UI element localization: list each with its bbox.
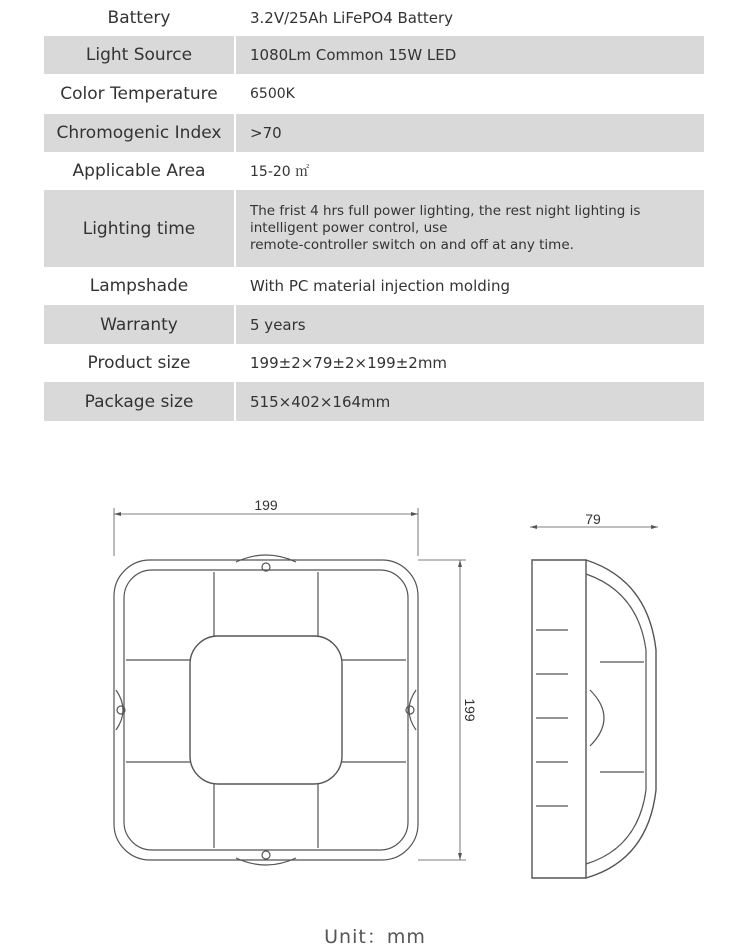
spec-value: >70	[250, 124, 282, 142]
spec-row-lighting-time	[44, 190, 704, 267]
front-height-dimension	[418, 560, 478, 860]
spec-value: 6500K	[250, 86, 295, 102]
spec-row-light-source	[44, 36, 704, 74]
spec-label: Warranty	[100, 314, 178, 335]
spec-label: Package size	[84, 391, 194, 412]
front-width-label: 199	[254, 497, 278, 513]
spec-label: Lighting time	[82, 218, 196, 239]
technical-drawing	[0, 440, 750, 910]
unit-label: Unit：mm	[324, 926, 426, 948]
spec-value-line: remote-controller switch on and off at any time.	[250, 237, 574, 253]
spec-row-package-size	[44, 382, 704, 421]
spec-row-color-temperature	[44, 74, 704, 114]
spec-label: Battery	[107, 8, 171, 28]
spec-value	[236, 190, 704, 267]
spec-value: 199±2×79±2×199±2mm	[250, 354, 448, 372]
spec-label: Applicable Area	[72, 161, 206, 181]
front-height-label: 199	[462, 698, 478, 722]
spec-row-lampshade	[44, 267, 704, 305]
side-view	[532, 560, 656, 878]
spec-label: Color Temperature	[60, 84, 218, 104]
spec-value: With PC material injection molding	[250, 277, 510, 295]
spec-value-line: intelligent power control, use	[250, 220, 448, 236]
spec-value-line: The frist 4 hrs full power lighting, the rest night lighting is	[250, 203, 641, 219]
spec-row-applicable-area	[44, 152, 704, 190]
front-width-dimension	[114, 497, 418, 556]
front-view	[114, 555, 418, 865]
spec-row-chromogenic-index	[44, 114, 704, 152]
spec-value: 5 years	[250, 315, 306, 334]
spec-value: 3.2V/25Ah LiFePO4 Battery	[250, 9, 454, 27]
spec-label: Light Source	[85, 45, 193, 65]
side-depth-dimension	[530, 511, 658, 529]
spec-value: 15-20 ㎡	[250, 164, 310, 180]
spec-value: 515×402×164mm	[250, 392, 391, 411]
spec-label: Chromogenic Index	[56, 123, 222, 143]
spec-value: 1080Lm Common 15W LED	[250, 46, 457, 64]
spec-label: Lampshade	[89, 276, 189, 296]
spec-label: Product size	[87, 353, 191, 373]
spec-table	[44, 0, 704, 421]
spec-row-product-size	[44, 344, 704, 382]
spec-row-battery	[44, 0, 704, 36]
side-depth-label: 79	[585, 511, 601, 527]
spec-row-warranty	[44, 305, 704, 344]
